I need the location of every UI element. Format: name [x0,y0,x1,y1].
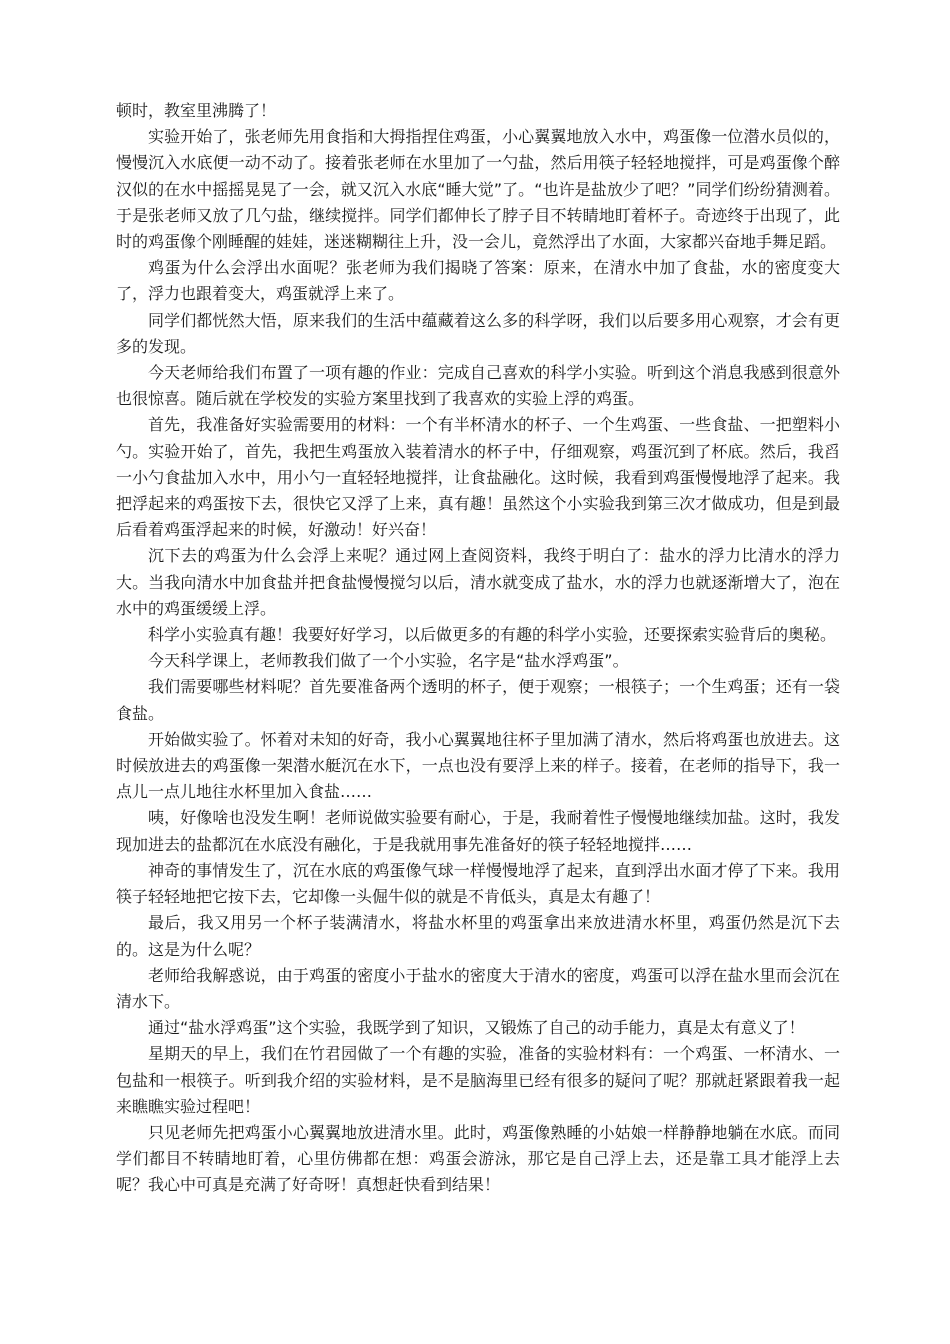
paragraph: 星期天的早上，我们在竹君园做了一个有趣的实验，准备的实验材料有：一个鸡蛋、一杯清水、一包盐和一根筷子。听到我介绍的实验材料，是不是脑海里已经有很多的疑问了呢？那就赶紧跟着我一起来瞧瞧实验过程吧！ [116,1044,840,1116]
paragraph: 最后，我又用另一个杯子装满清水，将盐水杯里的鸡蛋拿出来放进清水杯里，鸡蛋仍然是沉下去的。这是为什么呢？ [116,913,840,959]
paragraph: 今天老师给我们布置了一项有趣的作业：完成自己喜欢的科学小实验。听到这个消息我感到很意外也很惊喜。随后就在学校发的实验方案里找到了我喜欢的实验上浮的鸡蛋。 [116,363,840,409]
paragraph: 咦，好像啥也没发生啊！老师说做实验要有耐心，于是，我耐着性子慢慢地继续加盐。这时，我发现加进去的盐都沉在水底没有融化，于是我就用事先准备好的筷子轻轻地搅拌…… [116,808,840,854]
paragraph: 鸡蛋为什么会浮出水面呢？张老师为我们揭晓了答案：原来，在清水中加了食盐，水的密度变大了，浮力也跟着变大，鸡蛋就浮上来了。 [116,258,840,304]
paragraph: 顿时，教室里沸腾了！ [116,101,277,120]
paragraph: 只见老师先把鸡蛋小心翼翼地放进清水里。此时，鸡蛋像熟睡的小姑娘一样静静地躺在水底。而同学们都目不转睛地盯着，心里仿佛都在想：鸡蛋会游泳，那它是自己浮上去，还是靠工具才能浮上去呢？我心中可真是充满了好奇呀！真想赶快看到结果！ [116,1122,840,1195]
paragraph: 神奇的事情发生了，沉在水底的鸡蛋像气球一样慢慢地浮了起来，直到浮出水面才停了下来。我用筷子轻轻地把它按下去，它却像一头倔牛似的就是不肯低头，真是太有趣了！ [116,860,840,907]
paragraph: 首先，我准备好实验需要用的材料：一个有半杯清水的杯子、一个生鸡蛋、一些食盐、一把塑料小勺。实验开始了，首先，我把生鸡蛋放入装着清水的杯子中，仔细观察，鸡蛋沉到了杯底。然后，我舀一小勺食盐加入水中，用小勺一直轻轻地搅拌，让食盐融化。这时候，我看到鸡蛋慢慢地浮了起来。我把浮起来的鸡蛋按下去，很快它又浮了上来，真有趣！虽然这个小实验我到第三次才做成功，但是到最后看着鸡蛋浮起来的时候，好激动！好兴奋！ [116,415,840,540]
paragraph: 今天科学课上，老师教我们做了一个小实验，名字是“盐水浮鸡蛋”。 [148,651,629,671]
paragraph: 老师给我解惑说，由于鸡蛋的密度小于盐水的密度大于清水的密度，鸡蛋可以浮在盐水里而会沉在清水下。 [116,965,840,1011]
paragraph: 我们需要哪些材料呢？首先要准备两个透明的杯子，便于观察；一根筷子；一个生鸡蛋；还有一袋食盐。 [116,677,840,723]
paragraph: 开始做实验了。怀着对未知的好奇，我小心翼翼地往杯子里加满了清水，然后将鸡蛋也放进去。这时候放进去的鸡蛋像一架潜水艇沉在水下，一点也没有要浮上来的样子。接着，在老师的指导下，我一点儿一点儿地往水杯里加入食盐…… [116,729,840,802]
paragraph: 科学小实验真有趣！我要好好学习，以后做更多的有趣的科学小实验，还要探索实验背后的奥秘。 [148,625,837,645]
paragraph: 通过“盐水浮鸡蛋”这个实验，我既学到了知识，又锻炼了自己的动手能力，真是太有意义了！ [148,1018,805,1038]
paragraph: 同学们都恍然大悟，原来我们的生活中蕴藏着这么多的科学呀，我们以后要多用心观察，才会有更多的发现。 [116,310,840,356]
paragraph: 实验开始了，张老师先用食指和大拇指捏住鸡蛋，小心翼翼地放入水中，鸡蛋像一位潜水员似的，慢慢沉入水底便一动不动了。接着张老师在水里加了一勺盐，然后用筷子轻轻地搅拌，可是鸡蛋像个醉汉似的在水中摇摇晃晃了一会，就又沉入水底“睡大觉”了。“也许是盐放少了吧？”同学们纷纷猜测着。于是张老师又放了几勺盐，继续搅拌。同学们都伸长了脖子目不转睛地盯着杯子。奇迹终于出现了，此时的鸡蛋像个刚睡醒的娃娃，迷迷糊糊往上升，没一会儿，竟然浮出了水面，大家都兴奋地手舞足蹈。 [116,127,840,252]
paragraph: 沉下去的鸡蛋为什么会浮上来呢？通过网上查阅资料，我终于明白了：盐水的浮力比清水的浮力大。当我向清水中加食盐并把食盐慢慢搅匀以后，清水就变成了盐水，水的浮力也就逐渐增大了，泡在水中的鸡蛋缓缓上浮。 [116,546,840,618]
document-body [116,98,840,1199]
